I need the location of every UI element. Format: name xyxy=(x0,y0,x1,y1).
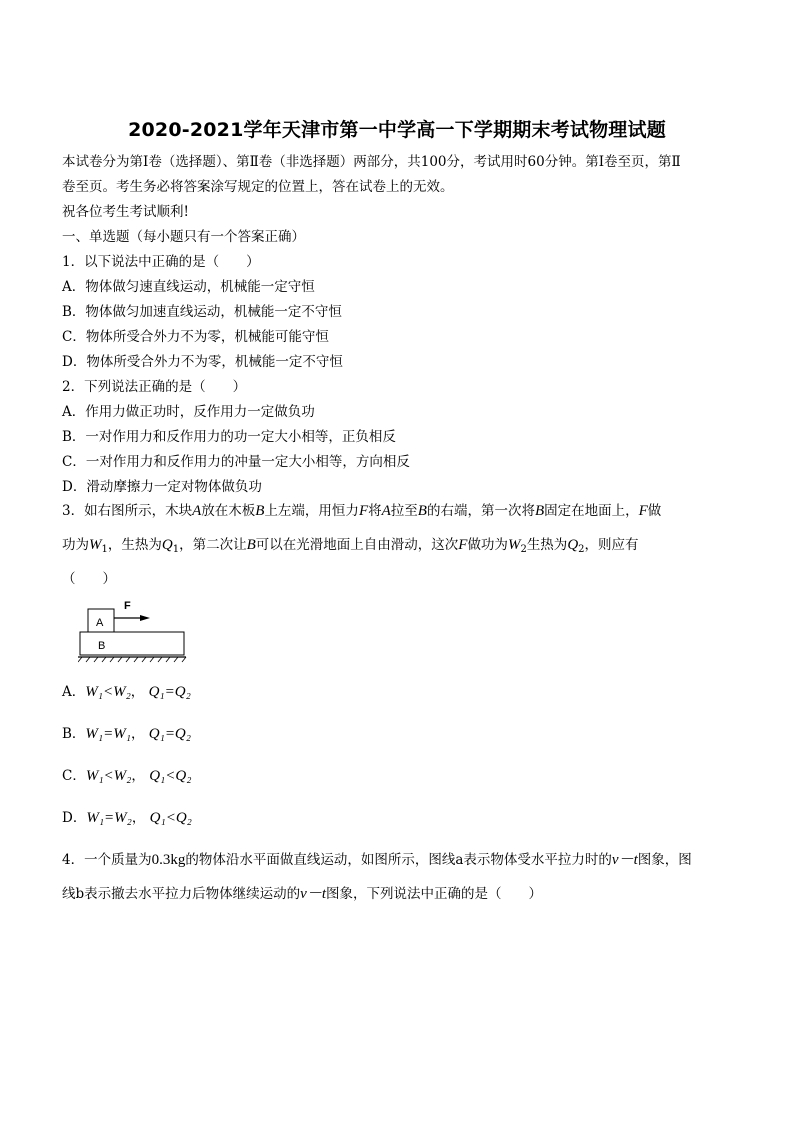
q3-option-a: A．W₁<W₂， Q₁=Q₂ xyxy=(62,684,191,700)
q2-option-b: B．一对作用力和反作用力的功一定大小相等，正负相反 xyxy=(62,429,396,445)
block-a-label: A xyxy=(96,617,104,629)
q2-option-c: C．一对作用力和反作用力的冲量一定大小相等，方向相反 xyxy=(62,454,410,470)
block-board-figure xyxy=(78,597,190,663)
q1-option-d: D．物体所受合外力不为零，机械能一定不守恒 xyxy=(62,354,343,370)
wish-text: 祝各位考生考试顺利! xyxy=(62,204,189,220)
force-arrow-head xyxy=(140,615,150,621)
q3-answer-paren: （ ） xyxy=(62,571,116,587)
q4-stem-line-2: 线b表示撤去水平拉力后物体继续运动的v－t图象，下列说法中正确的是（ ） xyxy=(62,886,542,902)
q3-stem-line-2: 功为$W_1$，生热为$Q_1$，第二次让B可以在光滑地面上自由滑动，这次F做功为$W_2$生热为$Q_2$，则应有 xyxy=(62,537,639,555)
intro-line-2: 卷至页。考生务必将答案涂写规定的位置上，答在试卷上的无效。 xyxy=(62,179,454,195)
ground-hatching xyxy=(78,657,186,662)
board-b-label: B xyxy=(98,640,106,652)
force-label: F xyxy=(124,600,131,612)
intro-line-1: 本试卷分为第Ⅰ卷（选择题）、第Ⅱ卷（非选择题）两部分，共100分，考试用时60分钟。第Ⅰ卷至页，第Ⅱ xyxy=(62,154,681,170)
section-heading: 一、单选题（每小题只有一个答案正确） xyxy=(62,229,305,245)
page-title: 2020-2021学年天津市第一中学高一下学期期末考试物理试题 xyxy=(128,119,666,141)
q2-option-d: D．滑动摩擦力一定对物体做负功 xyxy=(62,479,262,495)
q2-stem: 2．下列说法正确的是（ ） xyxy=(62,379,247,395)
q2-option-a: A．作用力做正功时，反作用力一定做负功 xyxy=(62,404,315,420)
q3-option-d: D．W₁=W₂， Q₁<Q₂ xyxy=(62,810,192,826)
q3-option-b: B．W₁=W₁， Q₁=Q₂ xyxy=(62,726,191,742)
q4-stem-line-1: 4．一个质量为0.3kg的物体沿水平面做直线运动，如图所示，图线a表示物体受水平拉力时的v－t图象，图 xyxy=(62,852,692,868)
q3-option-c: C．W₁<W₂， Q₁<Q₂ xyxy=(62,768,192,784)
q1-option-c: C．物体所受合外力不为零，机械能可能守恒 xyxy=(62,329,329,345)
board-b xyxy=(80,632,184,655)
q1-option-a: A．物体做匀速直线运动，机械能一定守恒 xyxy=(62,279,315,295)
q3-stem-line-1: 3．如右图所示，木块A放在木板B上左端，用恒力F将A拉至B的右端，第一次将B固定在地面上，F做 xyxy=(62,503,662,519)
q1-stem: 1．以下说法中正确的是（ ） xyxy=(62,254,260,270)
q1-option-b: B．物体做匀加速直线运动，机械能一定不守恒 xyxy=(62,304,342,320)
